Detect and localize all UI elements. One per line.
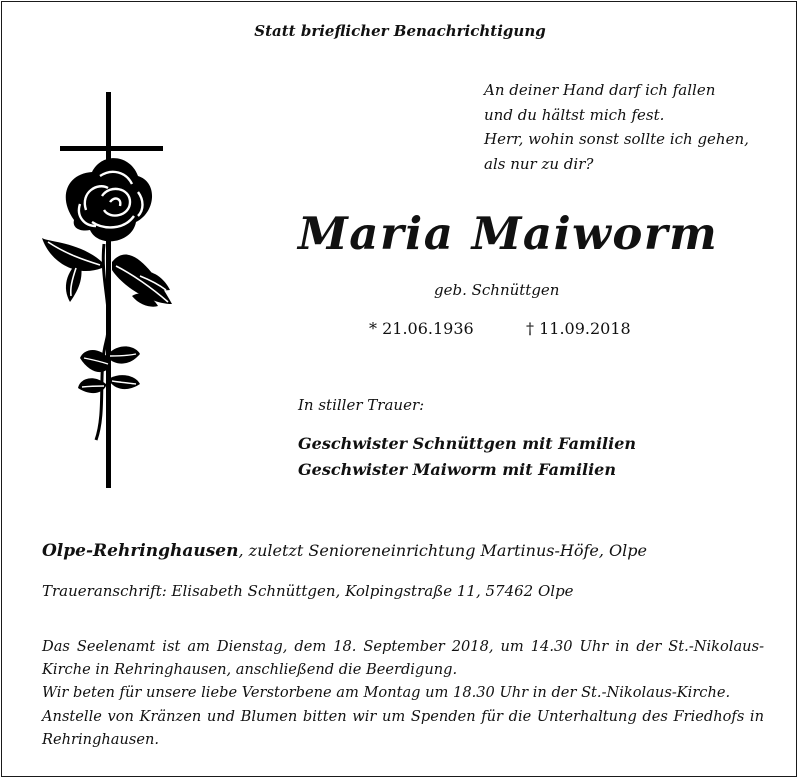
prayer-note: Wir beten für unsere liebe Verstorbene am Montag um 18.30 Uhr in der St.-Nikolaus-Kirche. (42, 684, 731, 702)
poem-line: Herr, wohin sonst sollte ich gehen, (484, 130, 749, 148)
poem-line: als nur zu dir? (484, 154, 594, 173)
death-date: † 11.09.2018 (526, 319, 631, 338)
birth-date: * 21.06.1936 (369, 319, 474, 338)
donation-note: Anstelle von Kränzen und Blumen bitten wir um Spenden für die Unterhaltung des Friedhofs in Rehringhausen. (42, 707, 764, 748)
location-line (42, 541, 647, 561)
obituary-notice (1, 1, 797, 777)
deceased-name: Maria Maiworm (298, 207, 719, 260)
mourner-line: Geschwister Maiworm mit Familien (298, 460, 616, 479)
poem (484, 78, 749, 176)
place-name: Olpe-Rehringhausen (42, 541, 239, 561)
service-notes (42, 635, 764, 751)
header-note: Statt brieflicher Benachrichtigung (254, 22, 546, 40)
mourning-intro: In stiller Trauer: (298, 396, 425, 414)
mourner-line: Geschwister Schnüttgen mit Familien (298, 434, 636, 453)
place-detail: , zuletzt Senioreneinrichtung Martinus-Höfe, Olpe (238, 541, 647, 560)
requiem-note: Das Seelenamt ist am Dienstag, dem 18. September 2018, um 14.30 Uhr in der St.-Nikolaus-Kirche in Rehringhausen, anschließend die Beerdigung. (42, 638, 764, 679)
mourning-address: Traueranschrift: Elisabeth Schnüttgen, Kolpingstraße 11, 57462 Olpe (42, 582, 574, 600)
cross-with-rose-icon (40, 92, 176, 488)
poem-line: An deiner Hand darf ich fallen (484, 81, 716, 99)
poem-line: und du hältst mich fest. (484, 105, 665, 124)
birth-name: geb. Schnüttgen (434, 281, 560, 299)
